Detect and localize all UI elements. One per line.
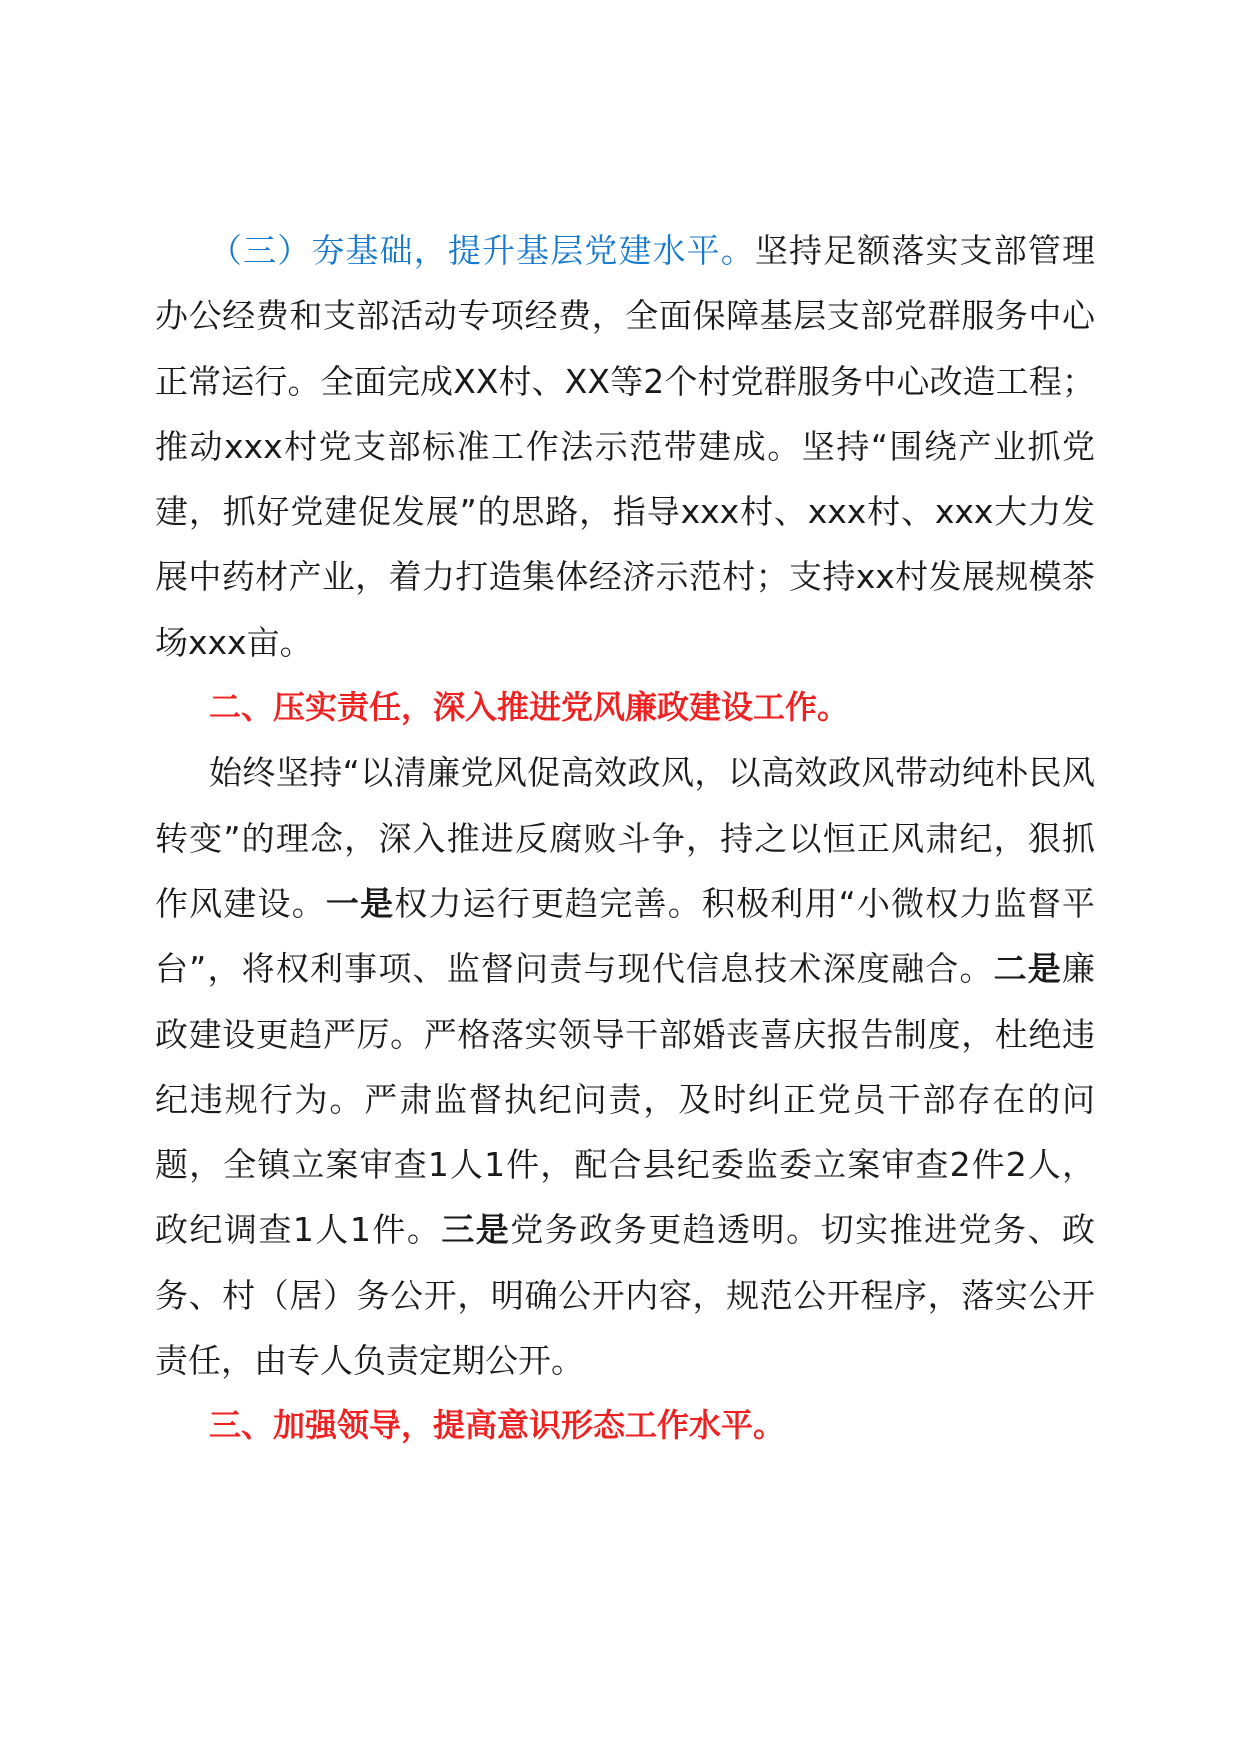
heading-part-3: 三、加强领导，提高意识形态工作水平。 <box>209 1406 786 1445</box>
lead-point-3: 三是 <box>441 1210 511 1250</box>
heading-part-2: 二、压实责任，深入推进党风廉政建设工作。 <box>209 688 850 727</box>
lead-point-2: 二是 <box>993 949 1062 989</box>
paragraph-part-2 <box>155 740 1095 1393</box>
lead-point-1: 一是 <box>325 883 395 923</box>
paragraph-section-3 <box>155 218 1095 675</box>
section-3-text: 坚持足额落实支部管理办公经费和支部活动专项经费，全面保障基层支部党群服务中心正常运行。全面完成XX村、XX等2个村党群服务中心改造工程；推动xxx村党支部标准工作法示范带建成。坚持“围绕产业抓党建，抓好党建促发展”的思路，指导xxx村、xxx村、xxx大力发展中药材产业，着力打造集体经济示范村；支持xx村发展规模茶场xxx亩。 <box>155 231 1096 662</box>
subheading-section-3: （三）夯基础，提升基层党建水平。 <box>209 231 755 270</box>
document-body <box>155 218 1095 1459</box>
point-2-text: 廉政建设更趋严厉。严格落实领导干部婚丧喜庆报告制度，杜绝违纪违规行为。严肃监督执纪问责，及时纠正党员干部存在的问题，全镇立案审查1人1件，配合县纪委监委立案审查2件2人，政纪调查1人1件。 <box>155 949 1095 1250</box>
point-1-text: 权力运行更趋完善。积极利用“小微权力监督平台”，将权利事项、监督问责与现代信息技术深度融合。 <box>155 883 1096 989</box>
point-3-text: 党务政务更趋透明。切实推进党务、政务、村（居）务公开，明确公开内容，规范公开程序，落实公开责任，由专人负责定期公开。 <box>155 1210 1096 1381</box>
part-2-intro: 始终坚持“以清廉党风促高效政风，以高效政风带动纯朴民风转变”的理念，深入推进反腐败斗争，持之以恒正风肃纪，狠抓作风建设。 <box>155 753 1095 923</box>
